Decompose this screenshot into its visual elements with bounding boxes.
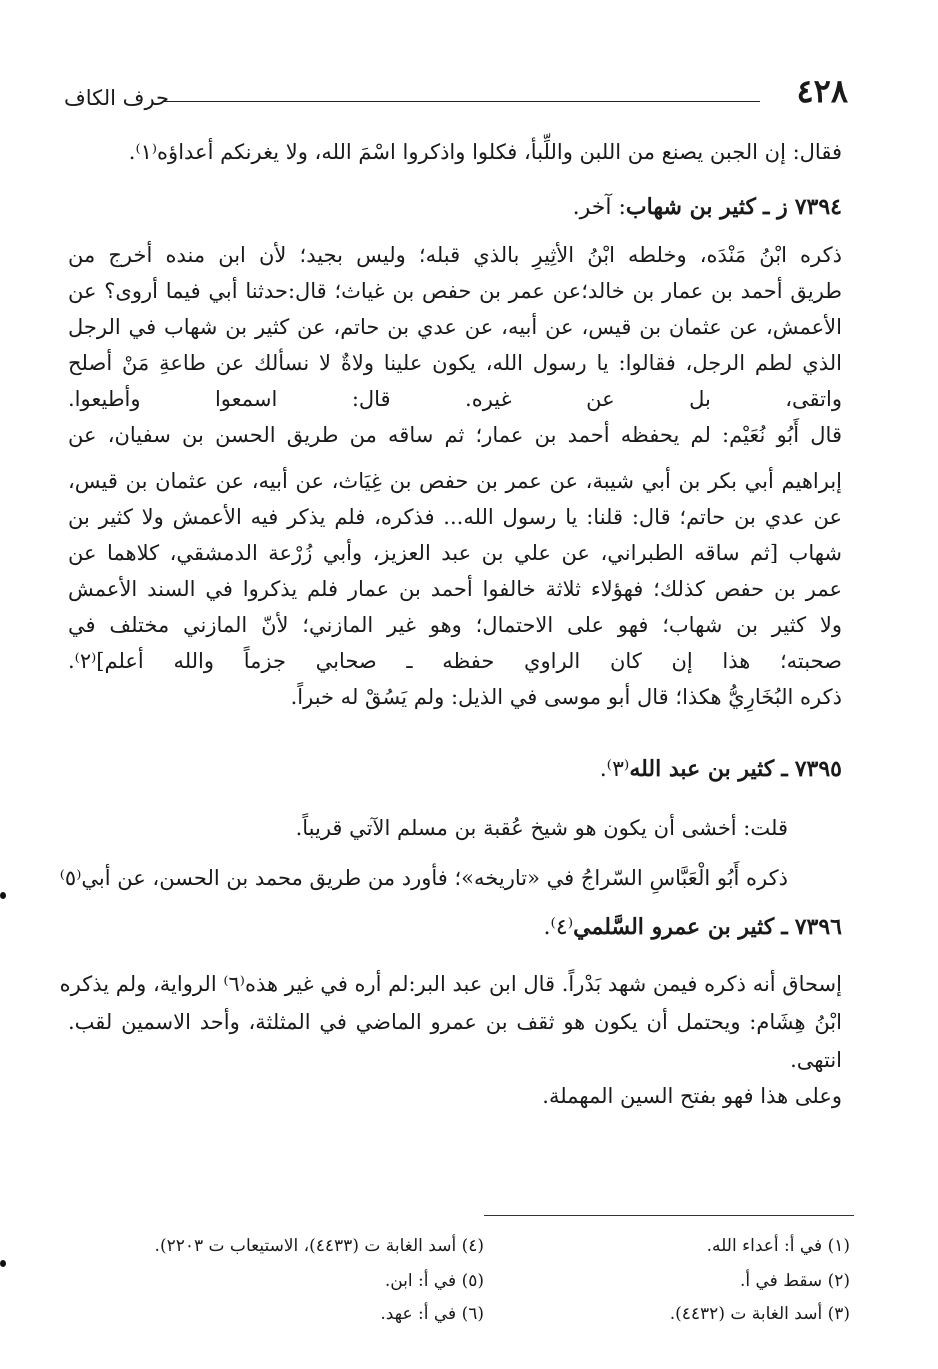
entry-heading bbox=[600, 756, 842, 782]
text-line: فقال: إن الجبن يصنع من اللبن واللِّبأ، فكلوا واذكروا اسْمَ الله، ولا يغرنكم أعداؤه⁽١⁾. bbox=[128, 140, 842, 164]
entry-prefix: ـ bbox=[781, 914, 788, 940]
entry-name: كثير بن عمرو السَّلمي bbox=[573, 914, 775, 940]
text-line: واتقى، بل عن غيره. قال: اسمعوا وأطيعوا. bbox=[68, 387, 842, 411]
entry-prefix: ز ـ bbox=[763, 194, 788, 220]
scan-mark bbox=[0, 892, 6, 899]
text-line: ولا كثير بن شهاب؛ فهو على الاحتمال؛ وهو غير المازني؛ لأنّ المازني مختلف في bbox=[68, 613, 842, 637]
entry-heading bbox=[573, 194, 842, 220]
scan-mark bbox=[0, 1260, 6, 1267]
footnote: (١) في أ: أعداء الله. bbox=[706, 1236, 850, 1256]
text-line: عن عدي بن حاتم؛ قال: قلنا: يا رسول الله... فذكره، فلم يذكر فيه الأعمش ولا كثير بن bbox=[68, 505, 842, 529]
footnote: (٢) سقط في أ. bbox=[739, 1271, 850, 1291]
running-title: حرف الكاف bbox=[64, 86, 170, 110]
footnote-rule bbox=[484, 1215, 854, 1216]
text-line: ابْنُ هِشَام: ويحتمل أن يكون هو ثقف بن عمرو الماضي في المثلثة، وأحد الاسمين لقب. bbox=[68, 1010, 842, 1034]
text-line: طريق أحمد بن عمار بن خالد؛عن عمر بن حفص بن غياث؛ قال:حدثنا أبي فيما أروى؟ عن bbox=[68, 279, 842, 303]
entry-number: ٧٣٩٦ bbox=[794, 914, 842, 940]
text-line: وعلى هذا فهو بفتح السين المهملة. bbox=[542, 1084, 842, 1108]
text-line bbox=[68, 1140, 788, 1174]
footnote: (٤) أسد الغابة ت (٤٤٣٣)، الاستيعاب ت ٢٢٠٣). bbox=[154, 1236, 484, 1256]
text-line: إسحاق أنه ذكره فيمن شهد بَدْراً. قال ابن عبد البر:لم أره في غير هذه⁽٦⁾ الرواية، ولم يذكره bbox=[59, 972, 842, 996]
entry-number: ٧٣٩٤ bbox=[794, 194, 842, 220]
entry-heading bbox=[544, 914, 843, 940]
entry-number: ٧٣٩٥ bbox=[794, 756, 842, 782]
header-rule bbox=[162, 101, 760, 102]
text-line: ذكره ابْنُ مَنْدَه، وخلطه ابْنُ الأثِيرِ بالذي قبله؛ وليس بجيد؛ لأن ابن منده أخرج من bbox=[68, 243, 842, 267]
footnote: (٣) أسد الغابة ت (٤٤٣٢). bbox=[669, 1304, 850, 1324]
text-line: ذكره البُخَارِيُّ هكذا؛ قال أبو موسى في الذيل: ولم يَسُقْ له خبراً. bbox=[290, 685, 842, 709]
entry-suffix: ⁽٣⁾. bbox=[599, 757, 630, 782]
text-line: الأعمش، عن عثمان بن قيس، عن أبيه، عن عدي بن حاتم، عن كثير بن شهاب في الرجل bbox=[68, 315, 842, 339]
text-line: قلت: أخشى أن يكون هو شيخ عُقبة بن مسلم الآتي قريباً. bbox=[295, 816, 788, 840]
text-line: صحبته؛ هذا إن كان الراوي حفظه ـ صحابي جزماً والله أعلم]⁽٢⁾. bbox=[68, 649, 842, 673]
footnote: (٥) في أ: ابن. bbox=[384, 1271, 484, 1291]
text-line: إبراهيم أبي بكر بن أبي شيبة، عن عمر بن حفص بن غِيَاث، عن أبيه، عن عثمان بن قيس، bbox=[68, 469, 842, 493]
text-line: شهاب [ثم ساقه الطبراني، عن علي بن عبد العزيز، وأبي زُرْعة الدمشقي، كلاهما عن bbox=[68, 541, 842, 565]
text-line: عمر بن حفص كذلك؛ فهؤلاء ثلاثة خالفوا أحمد بن عمار فلم يذكروا في السند الأعمش bbox=[68, 577, 842, 601]
text-line: قال أَبُو نُعَيْم: لم يحفظه أحمد بن عمار؛ ثم ساقه من طريق الحسن بن سفيان، عن bbox=[68, 423, 842, 447]
page-number: ٤٢٨ bbox=[796, 72, 848, 110]
entry-prefix: ـ bbox=[781, 756, 788, 782]
entry-name: كثير بن عبد الله bbox=[629, 756, 775, 782]
text-line: ذكره أَبُو الْعَبَّاسِ السّراجُ في «تاريخه»؛ فأورد من طريق محمد بن الحسن، عن أبي⁽٥⁾ bbox=[59, 866, 788, 890]
entry-name: كثير بن شهاب bbox=[625, 194, 756, 220]
entry-suffix: ⁽٤⁾. bbox=[543, 915, 574, 940]
text-line: انتهى. bbox=[790, 1048, 842, 1072]
text-line: الذي لطم الرجل، فقالوا: يا رسول الله، يكون علينا ولاةٌ لا نسألك عن طاعةِ مَنْ أصلح bbox=[68, 351, 842, 375]
entry-suffix: : آخر. bbox=[572, 195, 626, 220]
footnote: (٦) في أ: عهد. bbox=[380, 1304, 484, 1324]
